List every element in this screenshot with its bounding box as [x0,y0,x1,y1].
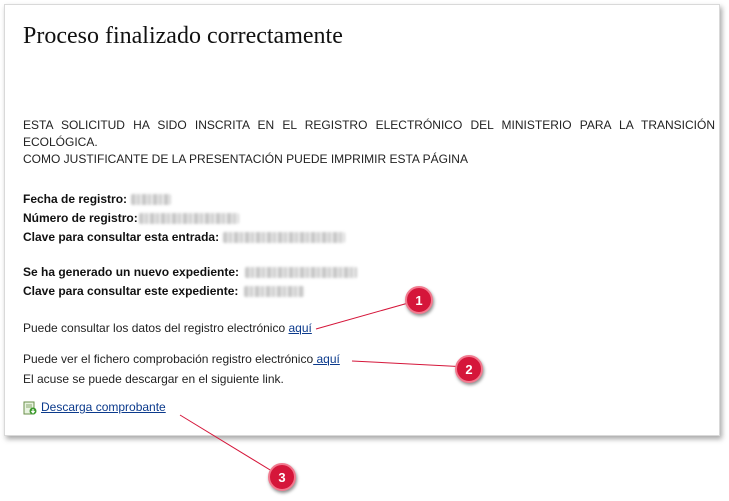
notice-line-2: COMO JUSTIFICANTE DE LA PRESENTACIÓN PUEDE IMPRIMIR ESTA PÁGINA [23,152,468,166]
consultar-text: Puede consultar los datos del registro electrónico [23,321,289,335]
callout-3-badge: 3 [268,463,296,491]
nuevo-expediente-label: Se ha generado un nuevo expediente: [23,265,240,279]
fecha-registro-label: Fecha de registro: [23,192,128,206]
callout-1-badge: 1 [405,286,433,314]
fichero-text: Puede ver el fichero comprobación registro electrónico [23,352,314,366]
callout-3-connector [180,415,280,476]
consultar-registro-link[interactable]: aquí [288,321,312,335]
descarga-comprobante-link[interactable]: Descarga comprobante [41,400,166,414]
callout-1-connector [316,300,419,329]
acuse-line: El acuse se puede descargar en el siguiente link. [23,372,284,386]
clave-entrada-label: Clave para consultar esta entrada: [23,230,220,244]
notice-line-1: ESTA SOLICITUD HA SIDO INSCRITA EN EL REGISTRO ELECTRÓNICO DEL MINISTERIO PARA LA TRANSICIÓN ECOLÓGICA. [23,118,715,149]
clave-expediente-label: Clave para consultar este expediente: [23,284,239,298]
fichero-comprobacion-link[interactable]: aquí [313,352,340,366]
callout-2-badge: 2 [455,355,483,383]
callout-2-connector [352,361,468,367]
page-title: Proceso finalizado correctamente [23,23,343,49]
numero-registro-label: Número de registro: [23,211,138,225]
